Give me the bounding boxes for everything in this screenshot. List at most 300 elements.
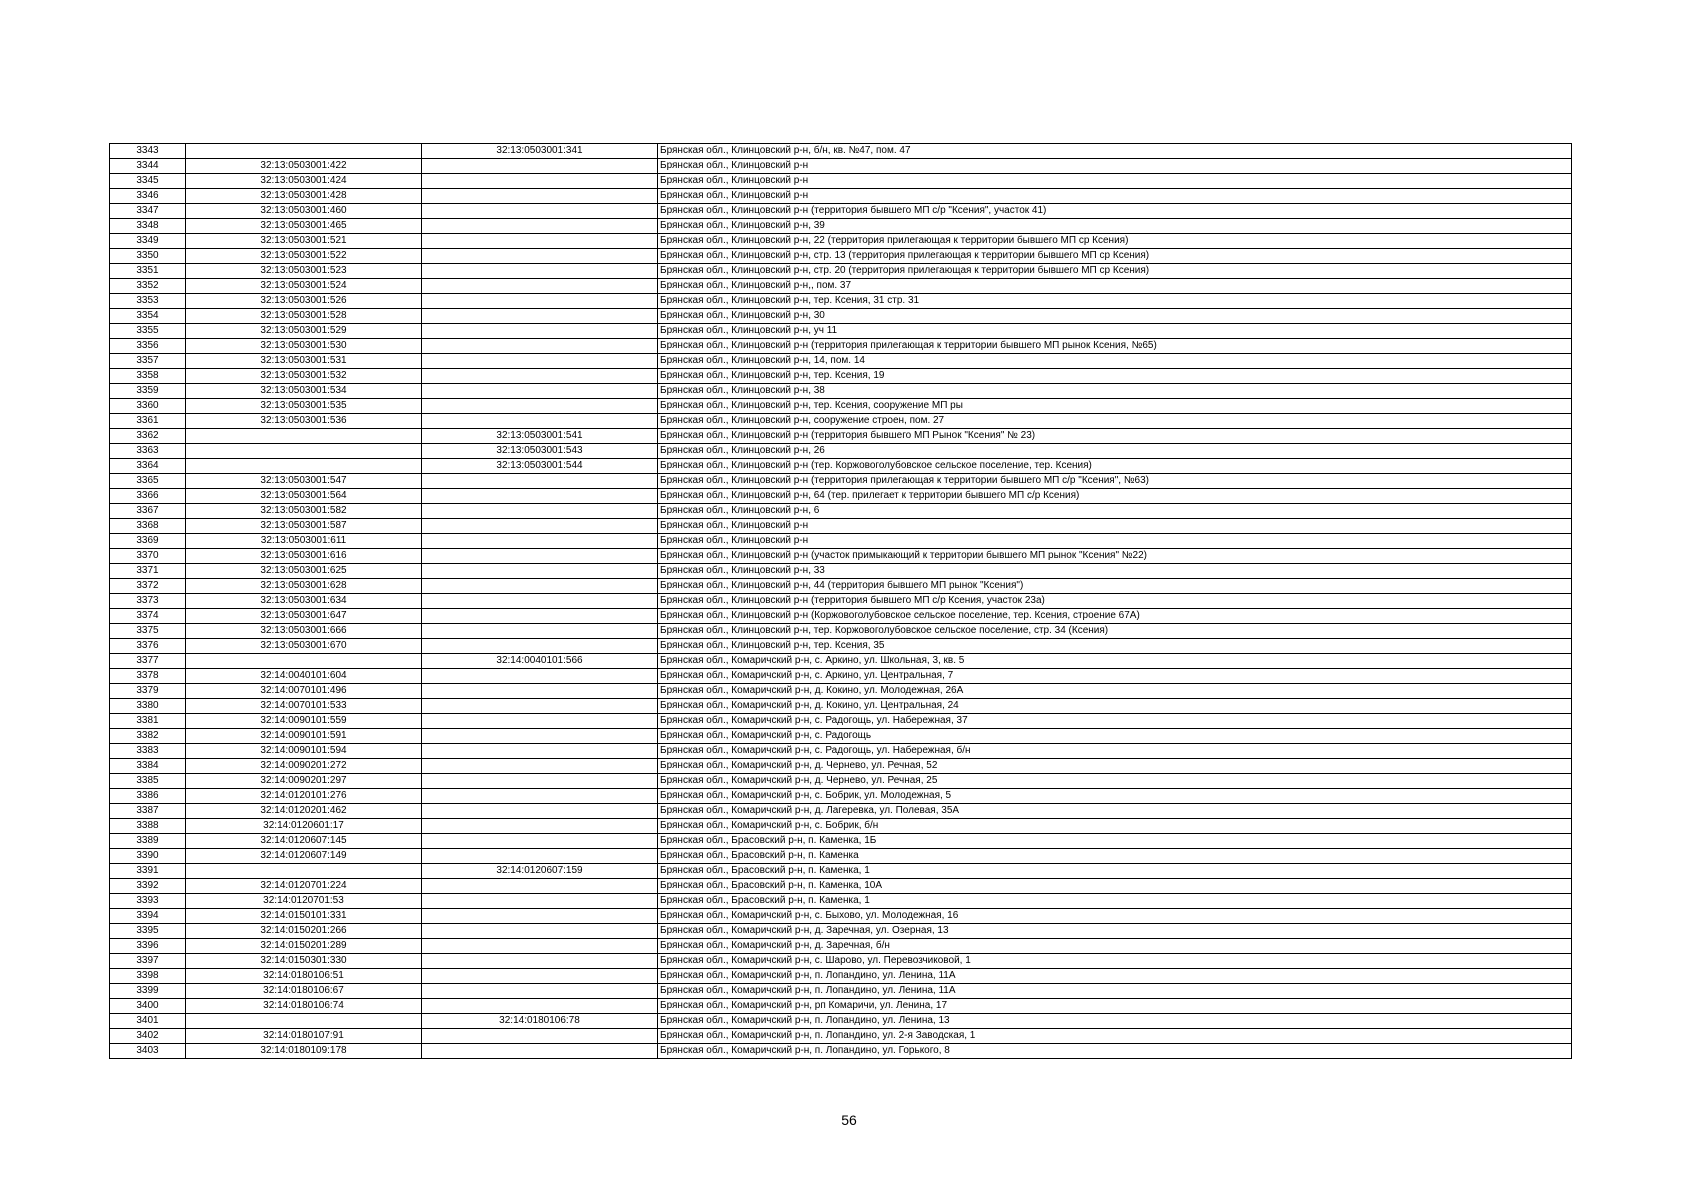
address-cell: Брянская обл., Клинцовский р-н, сооружение строен, пом. 27 xyxy=(658,414,1572,429)
table-row xyxy=(110,549,1572,564)
row-number-cell: 3343 xyxy=(110,144,186,159)
cadastral-number-cell: 32:13:0503001:422 xyxy=(186,159,422,174)
row-number-cell: 3387 xyxy=(110,804,186,819)
row-number-cell: 3396 xyxy=(110,939,186,954)
table-row xyxy=(110,444,1572,459)
row-number-cell: 3401 xyxy=(110,1014,186,1029)
cadastral-number-cell: 32:14:0150101:331 xyxy=(186,909,422,924)
secondary-cadastral-number-cell xyxy=(422,249,658,264)
secondary-cadastral-number-cell xyxy=(422,519,658,534)
cadastral-number-cell: 32:13:0503001:521 xyxy=(186,234,422,249)
cadastral-number-cell xyxy=(186,459,422,474)
table-row xyxy=(110,894,1572,909)
table-row xyxy=(110,384,1572,399)
address-cell: Брянская обл., Комаричский р-н, д. Чернево, ул. Речная, 25 xyxy=(658,774,1572,789)
table-row xyxy=(110,999,1572,1014)
cadastral-number-cell: 32:13:0503001:616 xyxy=(186,549,422,564)
cadastral-number-cell: 32:14:0120101:276 xyxy=(186,789,422,804)
table-row xyxy=(110,144,1572,159)
secondary-cadastral-number-cell xyxy=(422,234,658,249)
table-row xyxy=(110,249,1572,264)
secondary-cadastral-number-cell xyxy=(422,564,658,579)
row-number-cell: 3393 xyxy=(110,894,186,909)
table-row xyxy=(110,804,1572,819)
cadastral-number-cell: 32:14:0090201:297 xyxy=(186,774,422,789)
row-number-cell: 3379 xyxy=(110,684,186,699)
address-cell: Брянская обл., Комаричский р-н, д. Лагеревка, ул. Полевая, 35А xyxy=(658,804,1572,819)
table-row xyxy=(110,864,1572,879)
cadastral-number-cell: 32:13:0503001:666 xyxy=(186,624,422,639)
secondary-cadastral-number-cell xyxy=(422,354,658,369)
cadastral-number-cell: 32:14:0150201:289 xyxy=(186,939,422,954)
address-cell: Брянская обл., Комаричский р-н, с. Радогощь, ул. Набережная, 37 xyxy=(658,714,1572,729)
table-row xyxy=(110,399,1572,414)
row-number-cell: 3361 xyxy=(110,414,186,429)
table-row xyxy=(110,924,1572,939)
row-number-cell: 3390 xyxy=(110,849,186,864)
row-number-cell: 3350 xyxy=(110,249,186,264)
row-number-cell: 3356 xyxy=(110,339,186,354)
secondary-cadastral-number-cell xyxy=(422,999,658,1014)
address-cell: Брянская обл., Комаричский р-н, д. Кокино, ул. Молодежная, 26А xyxy=(658,684,1572,699)
address-cell: Брянская обл., Клинцовский р-н, б/н, кв. №47, пом. 47 xyxy=(658,144,1572,159)
secondary-cadastral-number-cell xyxy=(422,834,658,849)
address-cell: Брянская обл., Комаричский р-н, с. Аркино, ул. Центральная, 7 xyxy=(658,669,1572,684)
address-cell: Брянская обл., Клинцовский р-н, тер. Ксения, сооружение МП ры xyxy=(658,399,1572,414)
table-row xyxy=(110,639,1572,654)
cadastral-number-cell: 32:14:0090101:591 xyxy=(186,729,422,744)
secondary-cadastral-number-cell xyxy=(422,399,658,414)
secondary-cadastral-number-cell xyxy=(422,984,658,999)
cadastral-number-cell: 32:13:0503001:564 xyxy=(186,489,422,504)
secondary-cadastral-number-cell xyxy=(422,204,658,219)
row-number-cell: 3388 xyxy=(110,819,186,834)
cadastral-number-cell: 32:13:0503001:528 xyxy=(186,309,422,324)
row-number-cell: 3383 xyxy=(110,744,186,759)
address-cell: Брянская обл., Клинцовский р-н xyxy=(658,534,1572,549)
table-row xyxy=(110,189,1572,204)
cadastral-number-cell: 32:13:0503001:647 xyxy=(186,609,422,624)
address-cell: Брянская обл., Комаричский р-н, д. Заречная, б/н xyxy=(658,939,1572,954)
secondary-cadastral-number-cell xyxy=(422,264,658,279)
secondary-cadastral-number-cell xyxy=(422,549,658,564)
table-row xyxy=(110,429,1572,444)
table-row xyxy=(110,984,1572,999)
row-number-cell: 3344 xyxy=(110,159,186,174)
table-row xyxy=(110,159,1572,174)
address-cell: Брянская обл., Комаричский р-н, п. Лопандино, ул. Горького, 8 xyxy=(658,1044,1572,1059)
secondary-cadastral-number-cell xyxy=(422,534,658,549)
row-number-cell: 3367 xyxy=(110,504,186,519)
secondary-cadastral-number-cell xyxy=(422,759,658,774)
row-number-cell: 3370 xyxy=(110,549,186,564)
cadastral-number-cell: 32:14:0180106:51 xyxy=(186,969,422,984)
table-row xyxy=(110,774,1572,789)
address-cell: Брянская обл., Клинцовский р-н, тер. Коржовоголубовское сельское поселение, стр. 34 (Ксения) xyxy=(658,624,1572,639)
table-row xyxy=(110,939,1572,954)
secondary-cadastral-number-cell xyxy=(422,414,658,429)
row-number-cell: 3403 xyxy=(110,1044,186,1059)
row-number-cell: 3353 xyxy=(110,294,186,309)
address-cell: Брянская обл., Клинцовский р-н xyxy=(658,189,1572,204)
address-cell: Брянская обл., Комаричский р-н, с. Быхово, ул. Молодежная, 16 xyxy=(658,909,1572,924)
cadastral-number-cell: 32:14:0090101:594 xyxy=(186,744,422,759)
cadastral-number-cell: 32:14:0150301:330 xyxy=(186,954,422,969)
table-row xyxy=(110,234,1572,249)
cadastral-number-cell: 32:13:0503001:587 xyxy=(186,519,422,534)
address-cell: Брянская обл., Клинцовский р-н, 44 (территория бывшего МП рынок "Ксения") xyxy=(658,579,1572,594)
table-row xyxy=(110,519,1572,534)
table-row xyxy=(110,969,1572,984)
cadastral-number-cell: 32:13:0503001:526 xyxy=(186,294,422,309)
table-row xyxy=(110,714,1572,729)
cadastral-number-cell: 32:13:0503001:670 xyxy=(186,639,422,654)
table-row xyxy=(110,324,1572,339)
secondary-cadastral-number-cell xyxy=(422,384,658,399)
row-number-cell: 3391 xyxy=(110,864,186,879)
table-row xyxy=(110,1044,1572,1059)
row-number-cell: 3352 xyxy=(110,279,186,294)
secondary-cadastral-number-cell xyxy=(422,669,658,684)
table-row xyxy=(110,564,1572,579)
secondary-cadastral-number-cell xyxy=(422,294,658,309)
table-row xyxy=(110,354,1572,369)
row-number-cell: 3354 xyxy=(110,309,186,324)
row-number-cell: 3364 xyxy=(110,459,186,474)
address-cell: Брянская обл., Комаричский р-н, с. Бобрик, б/н xyxy=(658,819,1572,834)
address-cell: Брянская обл., Комаричский р-н, п. Лопандино, ул. Ленина, 11А xyxy=(658,969,1572,984)
secondary-cadastral-number-cell xyxy=(422,159,658,174)
secondary-cadastral-number-cell xyxy=(422,474,658,489)
secondary-cadastral-number-cell xyxy=(422,729,658,744)
secondary-cadastral-number-cell: 32:14:0120607:159 xyxy=(422,864,658,879)
row-number-cell: 3351 xyxy=(110,264,186,279)
secondary-cadastral-number-cell xyxy=(422,684,658,699)
cadastral-number-cell: 32:13:0503001:611 xyxy=(186,534,422,549)
secondary-cadastral-number-cell xyxy=(422,849,658,864)
cadastral-number-cell: 32:14:0120201:462 xyxy=(186,804,422,819)
address-cell: Брянская обл., Клинцовский р-н (участок примыкающий к территории бывшего МП рынок "Ксения" №22) xyxy=(658,549,1572,564)
address-cell: Брянская обл., Комаричский р-н, п. Лопандино, ул. 2-я Заводская, 1 xyxy=(658,1029,1572,1044)
cadastral-number-cell xyxy=(186,429,422,444)
table-row xyxy=(110,699,1572,714)
table-row xyxy=(110,279,1572,294)
row-number-cell: 3348 xyxy=(110,219,186,234)
row-number-cell: 3366 xyxy=(110,489,186,504)
secondary-cadastral-number-cell xyxy=(422,309,658,324)
cadastral-number-cell: 32:13:0503001:530 xyxy=(186,339,422,354)
row-number-cell: 3365 xyxy=(110,474,186,489)
table-row xyxy=(110,789,1572,804)
cadastral-number-cell: 32:13:0503001:625 xyxy=(186,564,422,579)
address-cell: Брянская обл., Клинцовский р-н, стр. 13 (территория прилегающая к территории бывшего МП ср Ксения) xyxy=(658,249,1572,264)
cadastral-number-cell: 32:13:0503001:535 xyxy=(186,399,422,414)
secondary-cadastral-number-cell xyxy=(422,714,658,729)
address-cell: Брянская обл., Брасовский р-н, п. Каменка, 1 xyxy=(658,864,1572,879)
row-number-cell: 3400 xyxy=(110,999,186,1014)
cadastral-number-cell: 32:13:0503001:460 xyxy=(186,204,422,219)
secondary-cadastral-number-cell xyxy=(422,504,658,519)
registry-table xyxy=(109,143,1572,1059)
address-cell: Брянская обл., Брасовский р-н, п. Каменка, 1Б xyxy=(658,834,1572,849)
table-row xyxy=(110,474,1572,489)
secondary-cadastral-number-cell xyxy=(422,879,658,894)
address-cell: Брянская обл., Комаричский р-н, п. Лопандино, ул. Ленина, 13 xyxy=(658,1014,1572,1029)
cadastral-number-cell xyxy=(186,654,422,669)
row-number-cell: 3382 xyxy=(110,729,186,744)
table-row xyxy=(110,369,1572,384)
table-row xyxy=(110,534,1572,549)
address-cell: Брянская обл., Комаричский р-н, п. Лопандино, ул. Ленина, 11А xyxy=(658,984,1572,999)
row-number-cell: 3380 xyxy=(110,699,186,714)
cadastral-number-cell: 32:13:0503001:465 xyxy=(186,219,422,234)
address-cell: Брянская обл., Клинцовский р-н (территория бывшего МП с/р Ксения, участок 23а) xyxy=(658,594,1572,609)
secondary-cadastral-number-cell: 32:14:0180106:78 xyxy=(422,1014,658,1029)
address-cell: Брянская обл., Клинцовский р-н,, пом. 37 xyxy=(658,279,1572,294)
table-row xyxy=(110,819,1572,834)
secondary-cadastral-number-cell xyxy=(422,189,658,204)
cadastral-number-cell: 32:14:0120701:53 xyxy=(186,894,422,909)
secondary-cadastral-number-cell: 32:13:0503001:541 xyxy=(422,429,658,444)
address-cell: Брянская обл., Клинцовский р-н, 30 xyxy=(658,309,1572,324)
address-cell: Брянская обл., Клинцовский р-н, тер. Ксения, 35 xyxy=(658,639,1572,654)
row-number-cell: 3402 xyxy=(110,1029,186,1044)
row-number-cell: 3371 xyxy=(110,564,186,579)
address-cell: Брянская обл., Клинцовский р-н, 26 xyxy=(658,444,1572,459)
table-row xyxy=(110,909,1572,924)
address-cell: Брянская обл., Клинцовский р-н (территория бывшего МП с/р "Ксения", участок 41) xyxy=(658,204,1572,219)
cadastral-number-cell: 32:14:0090101:559 xyxy=(186,714,422,729)
secondary-cadastral-number-cell: 32:13:0503001:543 xyxy=(422,444,658,459)
address-cell: Брянская обл., Комаричский р-н, с. Шарово, ул. Перевозчиковой, 1 xyxy=(658,954,1572,969)
row-number-cell: 3362 xyxy=(110,429,186,444)
row-number-cell: 3399 xyxy=(110,984,186,999)
cadastral-number-cell: 32:13:0503001:531 xyxy=(186,354,422,369)
table-row xyxy=(110,204,1572,219)
secondary-cadastral-number-cell: 32:13:0503001:341 xyxy=(422,144,658,159)
secondary-cadastral-number-cell xyxy=(422,174,658,189)
cadastral-number-cell: 32:13:0503001:547 xyxy=(186,474,422,489)
cadastral-number-cell: 32:13:0503001:628 xyxy=(186,579,422,594)
table-row xyxy=(110,459,1572,474)
cadastral-number-cell: 32:14:0120601:17 xyxy=(186,819,422,834)
secondary-cadastral-number-cell xyxy=(422,1044,658,1059)
secondary-cadastral-number-cell xyxy=(422,369,658,384)
address-cell: Брянская обл., Клинцовский р-н, 14, пом. 14 xyxy=(658,354,1572,369)
registry-table-body xyxy=(110,144,1572,1059)
table-row xyxy=(110,654,1572,669)
cadastral-number-cell: 32:14:0090201:272 xyxy=(186,759,422,774)
row-number-cell: 3372 xyxy=(110,579,186,594)
cadastral-number-cell: 32:14:0070101:533 xyxy=(186,699,422,714)
address-cell: Брянская обл., Клинцовский р-н, 6 xyxy=(658,504,1572,519)
table-row xyxy=(110,594,1572,609)
secondary-cadastral-number-cell xyxy=(422,579,658,594)
secondary-cadastral-number-cell xyxy=(422,699,658,714)
row-number-cell: 3347 xyxy=(110,204,186,219)
address-cell: Брянская обл., Комаричский р-н, с. Бобрик, ул. Молодежная, 5 xyxy=(658,789,1572,804)
address-cell: Брянская обл., Клинцовский р-н (тер. Коржовоголубовское сельское поселение, тер. Ксения) xyxy=(658,459,1572,474)
cadastral-number-cell xyxy=(186,444,422,459)
secondary-cadastral-number-cell xyxy=(422,969,658,984)
secondary-cadastral-number-cell xyxy=(422,804,658,819)
cadastral-number-cell: 32:13:0503001:428 xyxy=(186,189,422,204)
address-cell: Брянская обл., Комаричский р-н, с. Аркино, ул. Школьная, 3, кв. 5 xyxy=(658,654,1572,669)
table-row xyxy=(110,729,1572,744)
address-cell: Брянская обл., Комаричский р-н, с. Радогощь xyxy=(658,729,1572,744)
address-cell: Брянская обл., Клинцовский р-н xyxy=(658,519,1572,534)
table-row xyxy=(110,294,1572,309)
cadastral-number-cell: 32:14:0120701:224 xyxy=(186,879,422,894)
address-cell: Брянская обл., Комаричский р-н, д. Заречная, ул. Озерная, 13 xyxy=(658,924,1572,939)
address-cell: Брянская обл., Комаричский р-н, рп Комаричи, ул. Ленина, 17 xyxy=(658,999,1572,1014)
table-row xyxy=(110,669,1572,684)
row-number-cell: 3369 xyxy=(110,534,186,549)
row-number-cell: 3360 xyxy=(110,399,186,414)
table-row xyxy=(110,624,1572,639)
secondary-cadastral-number-cell xyxy=(422,279,658,294)
cadastral-number-cell: 32:14:0180106:67 xyxy=(186,984,422,999)
secondary-cadastral-number-cell xyxy=(422,894,658,909)
address-cell: Брянская обл., Клинцовский р-н, 22 (территория прилегающая к территории бывшего МП ср Ксения) xyxy=(658,234,1572,249)
address-cell: Брянская обл., Клинцовский р-н, уч 11 xyxy=(658,324,1572,339)
cadastral-number-cell: 32:13:0503001:534 xyxy=(186,384,422,399)
address-cell: Брянская обл., Клинцовский р-н, 38 xyxy=(658,384,1572,399)
table-row xyxy=(110,309,1572,324)
secondary-cadastral-number-cell xyxy=(422,324,658,339)
table-row xyxy=(110,744,1572,759)
secondary-cadastral-number-cell xyxy=(422,339,658,354)
row-number-cell: 3363 xyxy=(110,444,186,459)
secondary-cadastral-number-cell xyxy=(422,594,658,609)
address-cell: Брянская обл., Клинцовский р-н, тер. Ксения, 31 стр. 31 xyxy=(658,294,1572,309)
table-row xyxy=(110,174,1572,189)
table-row xyxy=(110,504,1572,519)
secondary-cadastral-number-cell xyxy=(422,954,658,969)
page-number: 56 xyxy=(841,1112,857,1128)
cadastral-number-cell: 32:13:0503001:582 xyxy=(186,504,422,519)
cadastral-number-cell xyxy=(186,144,422,159)
table-row xyxy=(110,954,1572,969)
table-row xyxy=(110,1029,1572,1044)
address-cell: Брянская обл., Клинцовский р-н (территория прилегающая к территории бывшего МП с/р "Ксения", №63) xyxy=(658,474,1572,489)
secondary-cadastral-number-cell xyxy=(422,939,658,954)
cadastral-number-cell: 32:14:0070101:496 xyxy=(186,684,422,699)
cadastral-number-cell: 32:14:0150201:266 xyxy=(186,924,422,939)
address-cell: Брянская обл., Клинцовский р-н, 39 xyxy=(658,219,1572,234)
cadastral-number-cell xyxy=(186,864,422,879)
address-cell: Брянская обл., Клинцовский р-н (территория прилегающая к территории бывшего МП рынок Ксения, №65) xyxy=(658,339,1572,354)
row-number-cell: 3357 xyxy=(110,354,186,369)
cadastral-number-cell xyxy=(186,1014,422,1029)
row-number-cell: 3378 xyxy=(110,669,186,684)
secondary-cadastral-number-cell: 32:14:0040101:566 xyxy=(422,654,658,669)
row-number-cell: 3349 xyxy=(110,234,186,249)
row-number-cell: 3374 xyxy=(110,609,186,624)
secondary-cadastral-number-cell xyxy=(422,219,658,234)
table-row xyxy=(110,414,1572,429)
table-row xyxy=(110,834,1572,849)
cadastral-number-cell: 32:14:0180106:74 xyxy=(186,999,422,1014)
table-row xyxy=(110,264,1572,279)
row-number-cell: 3358 xyxy=(110,369,186,384)
cadastral-number-cell: 32:13:0503001:536 xyxy=(186,414,422,429)
secondary-cadastral-number-cell xyxy=(422,639,658,654)
secondary-cadastral-number-cell xyxy=(422,789,658,804)
row-number-cell: 3376 xyxy=(110,639,186,654)
cadastral-number-cell: 32:14:0180107:91 xyxy=(186,1029,422,1044)
secondary-cadastral-number-cell xyxy=(422,744,658,759)
secondary-cadastral-number-cell xyxy=(422,774,658,789)
address-cell: Брянская обл., Клинцовский р-н (Коржовоголубовское сельское поселение, тер. Ксения, строение 67А) xyxy=(658,609,1572,624)
row-number-cell: 3368 xyxy=(110,519,186,534)
table-row xyxy=(110,759,1572,774)
address-cell: Брянская обл., Брасовский р-н, п. Каменка, 10А xyxy=(658,879,1572,894)
row-number-cell: 3346 xyxy=(110,189,186,204)
row-number-cell: 3359 xyxy=(110,384,186,399)
secondary-cadastral-number-cell xyxy=(422,489,658,504)
address-cell: Брянская обл., Комаричский р-н, с. Радогощь, ул. Набережная, б/н xyxy=(658,744,1572,759)
address-cell: Брянская обл., Комаричский р-н, д. Чернево, ул. Речная, 52 xyxy=(658,759,1572,774)
table-row xyxy=(110,579,1572,594)
secondary-cadastral-number-cell xyxy=(422,1029,658,1044)
table-row xyxy=(110,1014,1572,1029)
address-cell: Брянская обл., Клинцовский р-н, тер. Ксения, 19 xyxy=(658,369,1572,384)
secondary-cadastral-number-cell: 32:13:0503001:544 xyxy=(422,459,658,474)
row-number-cell: 3384 xyxy=(110,759,186,774)
cadastral-number-cell: 32:14:0180109:178 xyxy=(186,1044,422,1059)
secondary-cadastral-number-cell xyxy=(422,609,658,624)
cadastral-number-cell: 32:13:0503001:424 xyxy=(186,174,422,189)
cadastral-number-cell: 32:14:0120607:149 xyxy=(186,849,422,864)
table-row xyxy=(110,489,1572,504)
table-row xyxy=(110,879,1572,894)
address-cell: Брянская обл., Клинцовский р-н, 33 xyxy=(658,564,1572,579)
table-row xyxy=(110,219,1572,234)
secondary-cadastral-number-cell xyxy=(422,924,658,939)
address-cell: Брянская обл., Брасовский р-н, п. Каменка xyxy=(658,849,1572,864)
table-row xyxy=(110,684,1572,699)
cadastral-number-cell: 32:13:0503001:524 xyxy=(186,279,422,294)
address-cell: Брянская обл., Клинцовский р-н, стр. 20 (территория прилегающая к территории бывшего МП ср Ксения) xyxy=(658,264,1572,279)
row-number-cell: 3355 xyxy=(110,324,186,339)
address-cell: Брянская обл., Клинцовский р-н xyxy=(658,159,1572,174)
row-number-cell: 3377 xyxy=(110,654,186,669)
cadastral-number-cell: 32:14:0120607:145 xyxy=(186,834,422,849)
row-number-cell: 3397 xyxy=(110,954,186,969)
cadastral-number-cell: 32:13:0503001:522 xyxy=(186,249,422,264)
secondary-cadastral-number-cell xyxy=(422,909,658,924)
address-cell: Брянская обл., Клинцовский р-н, 64 (тер. прилегает к территории бывшего МП с/р Ксения) xyxy=(658,489,1572,504)
table-row xyxy=(110,609,1572,624)
row-number-cell: 3375 xyxy=(110,624,186,639)
address-cell: Брянская обл., Клинцовский р-н (территория бывшего МП Рынок "Ксения" № 23) xyxy=(658,429,1572,444)
address-cell: Брянская обл., Комаричский р-н, д. Кокино, ул. Центральная, 24 xyxy=(658,699,1572,714)
row-number-cell: 3373 xyxy=(110,594,186,609)
secondary-cadastral-number-cell xyxy=(422,624,658,639)
cadastral-number-cell: 32:13:0503001:634 xyxy=(186,594,422,609)
row-number-cell: 3395 xyxy=(110,924,186,939)
cadastral-number-cell: 32:13:0503001:532 xyxy=(186,369,422,384)
table-row xyxy=(110,339,1572,354)
row-number-cell: 3381 xyxy=(110,714,186,729)
row-number-cell: 3394 xyxy=(110,909,186,924)
table-row xyxy=(110,849,1572,864)
row-number-cell: 3345 xyxy=(110,174,186,189)
row-number-cell: 3385 xyxy=(110,774,186,789)
cadastral-number-cell: 32:13:0503001:523 xyxy=(186,264,422,279)
row-number-cell: 3386 xyxy=(110,789,186,804)
